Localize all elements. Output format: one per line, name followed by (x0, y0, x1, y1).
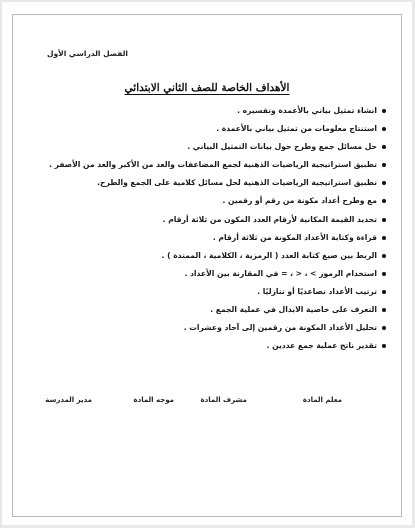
goal-item: استنتاج معلومات من تمثيل بياني بالأعمدة . (3, 120, 388, 138)
goal-item: تقدير ناتج عملية جمع عددين . (3, 337, 388, 355)
goals-list (3, 102, 388, 355)
signature-teacher: معلم المادة (302, 396, 342, 404)
goal-item: تحديد القيمة المكانية لأرقام العدد المكون من ثلاثة أرقام . (3, 211, 388, 229)
goal-item: التعرف على خاصية الابدال في عملية الجمع . (3, 301, 388, 319)
document-title-text: الأهداف الخاصة للصف الثاني الابتدائي (124, 82, 290, 94)
goal-item: قراءة وكتابة الأعداد المكونة من ثلاثة أرقام . (3, 229, 388, 247)
goal-item: الربط بين صيغ كتابة العدد ( الرمزية ، الكلامية ، الممتدة ) . (3, 247, 388, 265)
goal-item: استخدام الرموز > ، < ، = في المقارنة بين الأعداد . (3, 265, 388, 283)
signature-supervisor: مشرف المادة (200, 396, 247, 404)
goal-item: تطبيق استراتيجية الرياضيات الذهنية لحل مسائل كلامية على الجمع والطرح. (3, 174, 388, 192)
document-title (2, 82, 412, 94)
signature-principal: مدير المدرسة (45, 396, 92, 404)
goal-item: حل مسائل جمع وطرح حول بيانات التمثيل البياني . (3, 138, 388, 156)
document-page (2, 2, 412, 525)
goal-item: مع وطرح أعداد مكونة من رقم أو رقمين . (3, 192, 388, 210)
signature-coordinator: موجه المادة (133, 396, 174, 404)
goal-item: تطبيق استراتيجية الرياضيات الذهنية لجمع المضاعفات والعد من الأكبر والعد من الأصفر . (3, 156, 388, 174)
semester-label: الفصل الدراسي الأول (47, 49, 128, 58)
goal-item: انشاء تمثيل بياني بالأعمدة وتفسيره . (3, 102, 388, 120)
goal-item: ترتيب الأعداد تصاعديًا أو تنازليًا . (3, 283, 388, 301)
goal-item: تحليل الأعداد المكونة من رقمين إلى آحاد وعشرات . (3, 319, 388, 337)
